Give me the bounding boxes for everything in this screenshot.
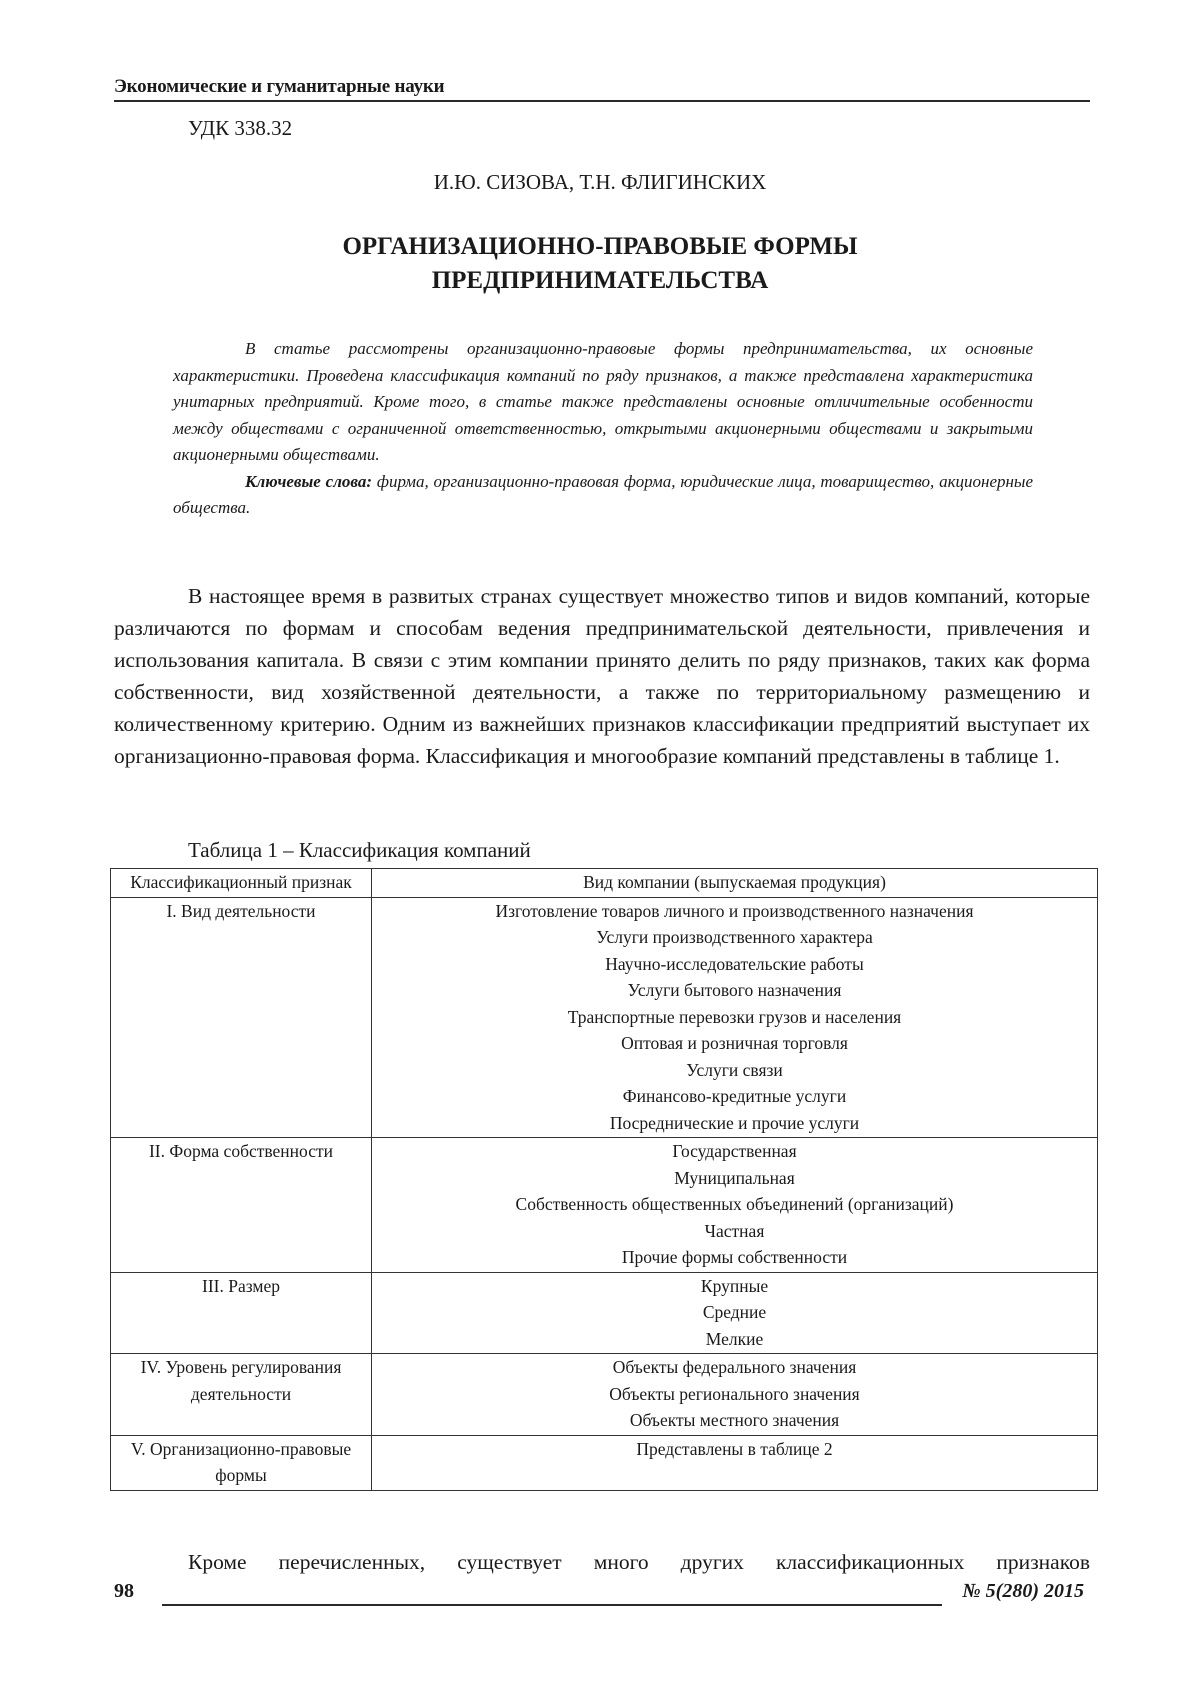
keywords-label: Ключевые слова: — [245, 471, 373, 491]
issue-number: № 5(280) 2015 — [962, 1580, 1084, 1602]
keywords-list: фирма, организационно-правовая форма, юридические лица, товарищество, акционерные общества. — [173, 471, 1033, 517]
table-row — [111, 1435, 1098, 1490]
type-item: Услуги производственного характера — [596, 927, 873, 947]
types-cell — [372, 1354, 1098, 1436]
table-row — [111, 1272, 1098, 1354]
criterion-cell: I. Вид деятельности — [111, 897, 372, 1138]
type-item: Мелкие — [705, 1328, 764, 1349]
table-row — [111, 1354, 1098, 1436]
type-item: Посреднические и прочие услуги — [609, 1112, 860, 1133]
types-cell — [372, 1435, 1098, 1490]
type-item: Финансово-кредитные услуги — [622, 1086, 847, 1106]
type-item: Научно-исследовательские работы — [605, 953, 864, 974]
keywords — [173, 469, 1033, 522]
footer-rule — [162, 1604, 942, 1606]
type-item: Средние — [702, 1302, 767, 1322]
intro-section — [114, 580, 1090, 772]
type-item: Транспортные перевозки грузов и населения — [567, 1006, 902, 1027]
article-title-line-1: ОРГАНИЗАЦИОННО-ПРАВОВЫЕ ФОРМЫ — [342, 233, 858, 260]
table-header-criterion: Классификационный признак — [111, 869, 372, 898]
criterion-cell: II. Форма собственности — [111, 1138, 372, 1273]
table-caption: Таблица 1 – Классификация компаний — [188, 838, 531, 862]
udk-code: УДК 338.32 — [188, 116, 293, 140]
type-item: Объекты федерального значения — [612, 1357, 857, 1377]
type-item: Собственность общественных объединений (организаций) — [515, 1194, 954, 1214]
table-header-row — [111, 869, 1098, 898]
abstract-text: В статье рассмотрены организационно-правовые формы предпринимательства, их основные характеристики. Проведена классификация компаний по ряду признаков, а также представлена характеристика унитарных предприятий. Кроме того, в статье также представлены основные отличительные особенности между обществами с ограниченной ответственностью, открытыми акционерными обществами и закрытыми акционерными обществами. — [173, 339, 1033, 464]
table-header-company-type: Вид компании (выпускаемая продукция) — [372, 869, 1098, 898]
table-row — [111, 897, 1098, 1138]
types-cell — [372, 897, 1098, 1138]
types-cell — [372, 1138, 1098, 1273]
type-item: Крупные — [700, 1275, 769, 1296]
page-number: 98 — [114, 1580, 134, 1602]
table-row — [111, 1138, 1098, 1273]
type-item: Муниципальная — [674, 1167, 795, 1188]
type-item: Государственная — [672, 1141, 797, 1161]
type-item: Объекты регионального значения — [609, 1383, 860, 1404]
type-item: Прочие формы собственности — [621, 1247, 848, 1267]
classification-table — [110, 868, 1098, 1491]
after-table-paragraph: Кроме перечисленных, существует много других классификационных признаков — [188, 1550, 1090, 1574]
intro-paragraph: В настоящее время в развитых странах существует множество типов и видов компаний, которые различаются по формам и способам ведения предпринимательской деятельности, привлечения и использования капитала. В связи с этим компании принято делить по ряду признаков, таких как форма собственности, вид хозяйственной деятельности, а также по территориальному размещению и количественному критерию. Одним из важнейших признаков классификации предприятий выступает их организационно-правовая форма. Классификация и многообразие компаний представлены в таблице 1. — [114, 584, 1090, 768]
criterion-cell: V. Организационно-правовые формы — [111, 1435, 372, 1490]
type-item: Услуги связи — [686, 1059, 783, 1080]
type-item: Представлены в таблице 2 — [636, 1438, 833, 1459]
type-item: Услуги бытового назначения — [627, 980, 842, 1000]
article-authors: И.Ю. СИЗОВА, Т.Н. ФЛИГИНСКИХ — [433, 170, 767, 194]
type-item: Объекты местного значения — [629, 1410, 840, 1430]
running-header — [114, 74, 1090, 102]
article-title — [0, 230, 1200, 298]
criterion-cell: IV. Уровень регулирования деятельности — [111, 1354, 372, 1436]
journal-section-title: Экономические и гуманитарные науки — [114, 76, 445, 97]
abstract — [173, 336, 1033, 522]
type-item: Частная — [704, 1220, 765, 1241]
types-cell — [372, 1272, 1098, 1354]
article-title-line-2: ПРЕДПРИНИМАТЕЛЬСТВА — [431, 267, 769, 294]
type-item: Оптовая и розничная торговля — [621, 1033, 848, 1053]
page-footer — [114, 1574, 1090, 1614]
type-item: Изготовление товаров личного и производственного назначения — [495, 900, 974, 921]
criterion-cell: III. Размер — [111, 1272, 372, 1354]
